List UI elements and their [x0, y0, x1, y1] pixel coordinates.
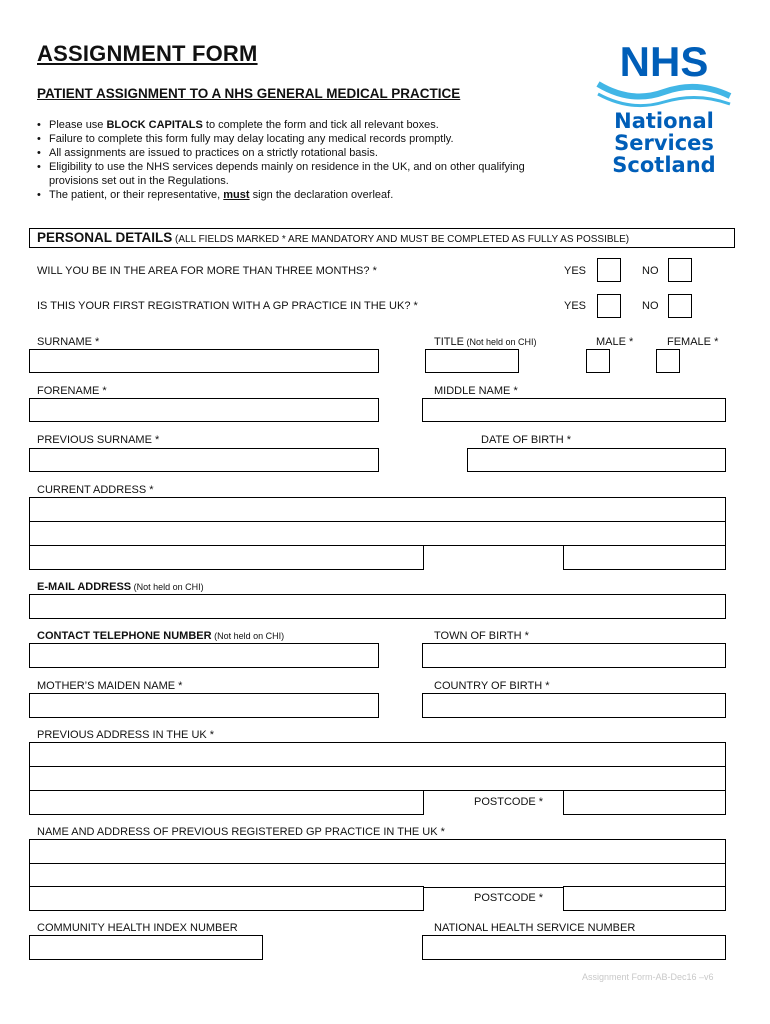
instruction-item: • The patient, or their representative, must sign the declaration overleaf. [37, 188, 557, 202]
section-note: (ALL FIELDS MARKED * ARE MANDATORY AND MUST BE COMPLETED AS FULLY AS POSSIBLE) [172, 234, 630, 245]
dob-input[interactable] [467, 448, 726, 472]
logo-nhs-text: NHS [619, 40, 709, 85]
previous-address-postcode-input[interactable] [563, 790, 726, 815]
current-address-line-1[interactable] [29, 497, 726, 522]
previous-address-line-2[interactable] [29, 766, 726, 791]
email-input[interactable] [29, 594, 726, 619]
surname-input[interactable] [29, 349, 379, 373]
current-address-line-3[interactable] [29, 545, 424, 570]
instruction-item: • Please use BLOCK CAPITALS to complete the form and tick all relevant boxes. [37, 118, 557, 132]
logo-wave-icon [598, 84, 730, 97]
title-input[interactable] [425, 349, 519, 373]
previous-address-label: PREVIOUS ADDRESS IN THE UK * [37, 729, 215, 741]
q2-no-label: NO [642, 300, 659, 312]
female-checkbox[interactable] [656, 349, 680, 373]
instruction-item: • Failure to complete this form fully may delay locating any medical records promptly. [37, 132, 557, 146]
previous-address-line-1[interactable] [29, 742, 726, 767]
maiden-name-label: MOTHER’S MAIDEN NAME * [37, 680, 183, 692]
forename-input[interactable] [29, 398, 379, 422]
previous-gp-line-3[interactable] [29, 886, 424, 911]
logo-line-3: Scotland [612, 153, 716, 177]
town-of-birth-label: TOWN OF BIRTH * [434, 630, 529, 642]
question-first-registration: IS THIS YOUR FIRST REGISTRATION WITH A GP PRACTICE IN THE UK? * [37, 300, 418, 312]
logo-line-1: National [614, 109, 714, 133]
phone-label: CONTACT TELEPHONE NUMBER (Not held on CHI) [37, 630, 285, 642]
section-title: PERSONAL DETAILS [37, 230, 173, 245]
country-of-birth-input[interactable] [422, 693, 726, 718]
q1-no-label: NO [642, 265, 659, 277]
phone-input[interactable] [29, 643, 379, 668]
town-of-birth-input[interactable] [422, 643, 726, 668]
female-label: FEMALE * [667, 336, 719, 348]
surname-label: SURNAME * [37, 336, 100, 348]
previous-address-line-3[interactable] [29, 790, 424, 815]
nhs-logo [594, 40, 734, 180]
instructions-list [37, 118, 557, 202]
chi-number-input[interactable] [29, 935, 263, 960]
previous-gp-label: NAME AND ADDRESS OF PREVIOUS REGISTERED GP PRACTICE IN THE UK * [37, 826, 445, 838]
previous-gp-line-2[interactable] [29, 863, 726, 888]
previous-surname-label: PREVIOUS SURNAME * [37, 434, 160, 446]
previous-gp-postcode-input[interactable] [563, 886, 726, 911]
previous-gp-postcode-label: POSTCODE * [474, 892, 544, 904]
middle-name-input[interactable] [422, 398, 726, 422]
title-label: TITLE (Not held on CHI) [434, 336, 537, 348]
current-address-postcode[interactable] [563, 545, 726, 570]
q1-yes-label: YES [564, 265, 587, 277]
personal-details-header [29, 228, 735, 248]
q2-no-checkbox[interactable] [668, 294, 692, 318]
forename-label: FORENAME * [37, 385, 107, 397]
form-subtitle: PATIENT ASSIGNMENT TO A NHS GENERAL MEDICAL PRACTICE [37, 86, 461, 101]
form-version-footer: Assignment Form-AB-Dec16 –v6 [582, 972, 714, 982]
q2-yes-label: YES [564, 300, 587, 312]
previous-surname-input[interactable] [29, 448, 379, 472]
nhs-number-input[interactable] [422, 935, 726, 960]
male-label: MALE * [596, 336, 634, 348]
male-checkbox[interactable] [586, 349, 610, 373]
dob-label: DATE OF BIRTH * [481, 434, 572, 446]
middle-name-label: MIDDLE NAME * [434, 385, 518, 397]
email-label: E-MAIL ADDRESS (Not held on CHI) [37, 581, 204, 593]
previous-address-postcode-label: POSTCODE * [474, 796, 544, 808]
current-address-label: CURRENT ADDRESS * [37, 484, 154, 496]
nhs-number-label: NATIONAL HEALTH SERVICE NUMBER [434, 922, 636, 934]
country-of-birth-label: COUNTRY OF BIRTH * [434, 680, 550, 692]
form-title: ASSIGNMENT FORM [37, 41, 258, 66]
logo-line-2: Services [614, 131, 714, 155]
chi-number-label: COMMUNITY HEALTH INDEX NUMBER [37, 922, 238, 934]
q1-yes-checkbox[interactable] [597, 258, 621, 282]
maiden-name-input[interactable] [29, 693, 379, 718]
previous-gp-line-1[interactable] [29, 839, 726, 864]
q2-yes-checkbox[interactable] [597, 294, 621, 318]
current-address-line-2[interactable] [29, 521, 726, 546]
question-three-months: WILL YOU BE IN THE AREA FOR MORE THAN THREE MONTHS? * [37, 265, 377, 277]
instruction-item: • All assignments are issued to practices on a strictly rotational basis. [37, 146, 557, 160]
q1-no-checkbox[interactable] [668, 258, 692, 282]
instruction-item: • Eligibility to use the NHS services depends mainly on residence in the UK, and on other qualifying provisions set out in the Regulations. [37, 160, 557, 188]
